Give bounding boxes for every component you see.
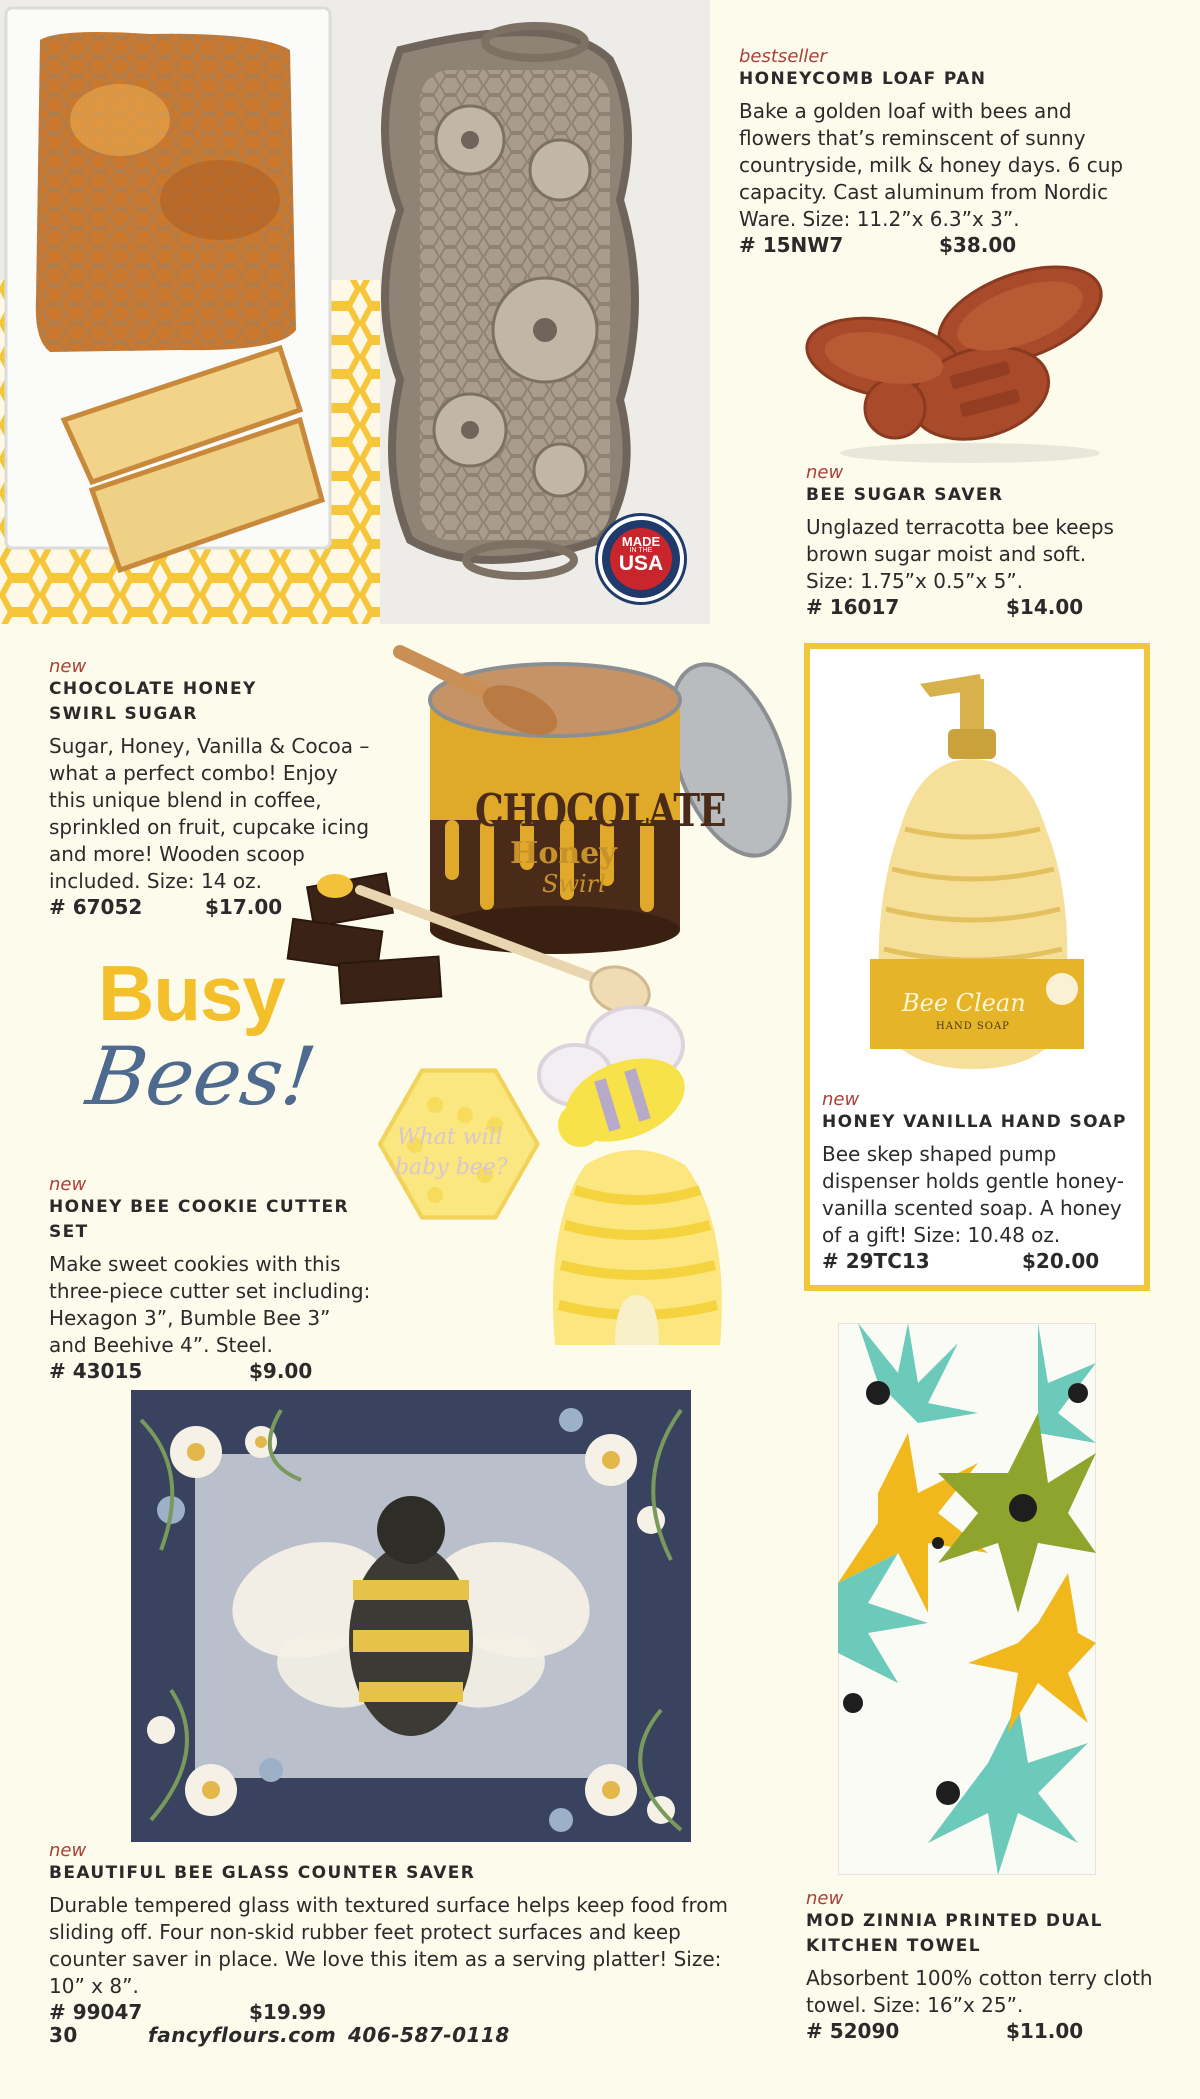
sugar-saver-price: $14.00: [1006, 595, 1084, 619]
can-label-honey: Honey: [510, 836, 617, 871]
cutter-set-tag: new: [49, 1174, 87, 1195]
loaf-pan-tag: bestseller: [739, 46, 827, 67]
sugar-saver-tag: new: [806, 462, 844, 483]
hand-soap-sku: # 29TC13: [822, 1249, 930, 1273]
footer-page-number: 30: [49, 2023, 78, 2047]
sugar-saver-info: [806, 462, 1146, 623]
hand-soap-price: $20.00: [1022, 1249, 1100, 1273]
cutter-set-name: HONEY BEE COOKIE CUTTER SET: [49, 1197, 350, 1242]
cutter-set-description: Make sweet cookies with this three-piece cutter set including: Hexagon 3”, Bumble Bee 3” and Beehive 4”. Steel.: [49, 1252, 371, 1357]
counter-saver-description: Durable tempered glass with textured surface helps keep food from sliding off. Four non-skid rubber feet protect surfaces and keep counter saver in place. We love this item as a serving platter! Size: 10” x 8”.: [49, 1893, 728, 1998]
cookie-text-line2: baby bee?: [395, 1155, 508, 1180]
towel-sku: # 52090: [806, 2019, 900, 2043]
hand-soap-price-line: [822, 1249, 1140, 1277]
sugar-saver-description: Unglazed terracotta bee keeps brown sugar moist and soft. Size: 1.75”x 0.5”x 5”.: [806, 515, 1114, 593]
sugar-saver-price-line: [806, 595, 1146, 623]
sugar-saver-photo: [800, 258, 1120, 468]
towel-name-line1: MOD ZINNIA PRINTED DUAL: [806, 1911, 1103, 1931]
counter-saver-tag: new: [49, 1840, 87, 1861]
cutter-set-price-line: [49, 1359, 389, 1387]
cutter-set-price: $9.00: [249, 1359, 313, 1383]
badge-text-inthe: IN THE: [629, 547, 653, 554]
footer-website[interactable]: fancyflours.com: [148, 2023, 337, 2047]
towel-name-line2: KITCHEN TOWEL: [806, 1936, 982, 1956]
headline-busy: Busy: [98, 949, 285, 1037]
counter-saver-name: BEAUTIFUL BEE GLASS COUNTER SAVER: [49, 1863, 476, 1883]
counter-saver-info: [49, 1840, 769, 2028]
cutter-set-info: [49, 1174, 389, 1387]
soap-label-script: Bee Clean: [902, 989, 1026, 1017]
badge-text-made: MADE: [621, 534, 661, 549]
loaf-pan-sku: # 15NW7: [739, 233, 844, 257]
sugar-saver-name: BEE SUGAR SAVER: [806, 485, 1004, 505]
choc-sugar-name-line1: CHOCOLATE HONEY: [49, 679, 257, 699]
towel-price: $11.00: [1006, 2019, 1084, 2043]
counter-saver-photo: [131, 1390, 691, 1842]
loaf-pan-name: HONEYCOMB LOAF PAN: [739, 69, 987, 89]
hand-soap-name: HONEY VANILLA HAND SOAP: [822, 1112, 1127, 1132]
towel-description: Absorbent 100% cotton terry cloth towel. Size: 16”x 25”.: [806, 1966, 1153, 2017]
choc-sugar-name-line2: SWIRL SUGAR: [49, 704, 198, 724]
hand-soap-description: Bee skep shaped pump dispenser holds gentle honey-vanilla scented soap. A honey of a gift! Size: 10.48 oz.: [822, 1142, 1124, 1247]
headline-bees: Bees!: [81, 1030, 322, 1123]
can-label-chocolate: CHOCOLATE: [475, 784, 726, 838]
soap-label-small: HAND SOAP: [936, 1021, 1010, 1032]
choc-sugar-price: $17.00: [205, 895, 283, 919]
loaf-pan-photo: [0, 0, 710, 624]
towel-info: [806, 1888, 1166, 2047]
loaf-pan-description: Bake a golden loaf with bees and flowers that’s reminscent of sunny countryside, milk & honey days. 6 cup capacity. Cast aluminum from Nordic Ware. Size: 11.2”x 6.3”x 3”.: [739, 99, 1124, 231]
badge-text-usa: USA: [618, 552, 664, 575]
hand-soap-panel: [804, 643, 1150, 1291]
hand-soap-tag: new: [822, 1089, 860, 1110]
choc-sugar-sku: # 67052: [49, 895, 143, 919]
cookie-text-line1: What will: [397, 1125, 503, 1150]
sugar-saver-sku: # 16017: [806, 595, 900, 619]
cookie-cutter-photo: [375, 975, 770, 1355]
cutter-set-sku: # 43015: [49, 1359, 143, 1383]
towel-tag: new: [806, 1888, 844, 1909]
counter-saver-sku: # 99047: [49, 2000, 143, 2024]
made-in-usa-badge: [598, 516, 684, 602]
hand-soap-info: [822, 1089, 1140, 1277]
loaf-pan-info: [739, 46, 1159, 261]
can-label-swirl: Swirl: [542, 870, 606, 898]
loaf-pan-price-line: [739, 233, 1159, 261]
loaf-pan-price: $38.00: [939, 233, 1017, 257]
counter-saver-price: $19.99: [249, 2000, 327, 2024]
choc-sugar-tag: new: [49, 656, 87, 677]
towel-photo: [838, 1323, 1096, 1875]
choc-sugar-description: Sugar, Honey, Vanilla & Cocoa – what a perfect combo! Enjoy this unique blend in coffee, sprinkled on fruit, cupcake icing and more! Wooden scoop included. Size: 14 oz.: [49, 734, 370, 893]
footer-phone[interactable]: 406-587-0118: [348, 2023, 510, 2047]
towel-price-line: [806, 2019, 1166, 2047]
